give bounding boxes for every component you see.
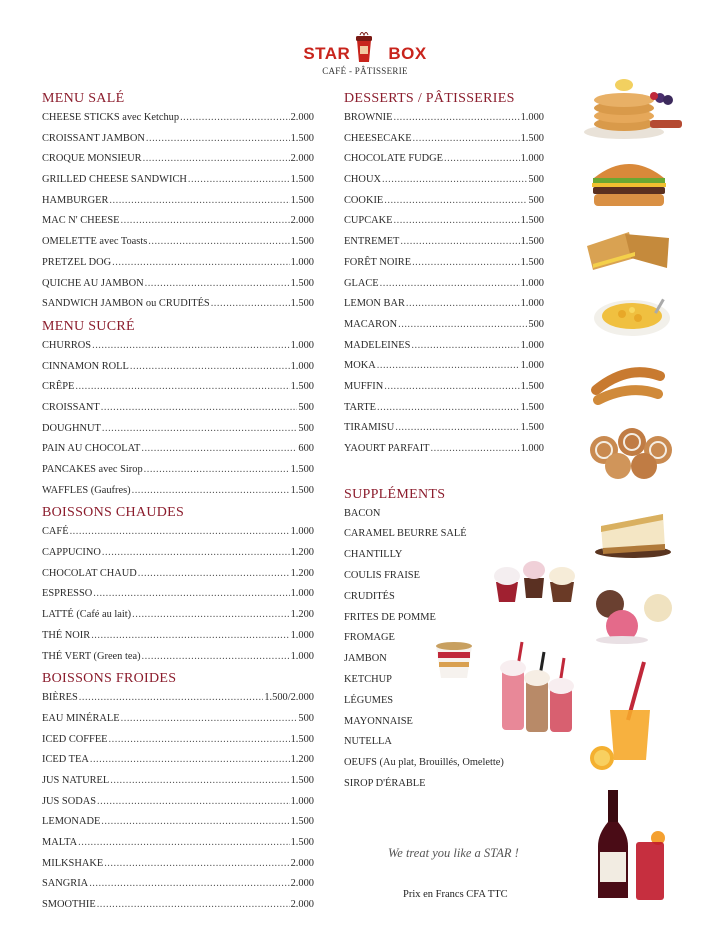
item-price: 1.000: [290, 256, 314, 268]
menu-item-row: [42, 336, 314, 357]
section-title-menu-sucre: MENU SUCRÉ: [42, 318, 135, 334]
menu-item-row: [344, 108, 544, 129]
item-name: PAIN AU CHOCOLAT: [42, 443, 141, 455]
item-name: EAU MINÉRALE: [42, 712, 120, 724]
item-name: CRÊPE: [42, 381, 75, 393]
cupcakes-photo: [492, 554, 578, 604]
item-name: YAOURT PARFAIT: [344, 443, 430, 454]
parfait-photo: [433, 638, 475, 680]
supplement-item: BACON: [344, 507, 381, 519]
sangria-glass-photo: [632, 830, 672, 902]
dot-leader: [394, 211, 520, 232]
cinnamon-rolls-photo: [586, 426, 676, 482]
menu-item-row: [344, 439, 544, 460]
menu-item-row: [42, 522, 314, 543]
item-name: ENTREMET: [344, 236, 400, 248]
menu-item-row: [42, 564, 314, 585]
dot-leader: [141, 439, 297, 460]
supplement-item: JAMBON: [344, 653, 387, 665]
menu-item-row: [344, 356, 544, 377]
item-price: 1.500: [520, 380, 544, 392]
supplement-item: OEUFS (Au plat, Brouillés, Omelette): [344, 757, 504, 769]
menu-item-row: [42, 626, 314, 647]
item-name: BROWNIE: [344, 112, 393, 123]
dot-leader: [411, 336, 519, 357]
dot-leader: [148, 232, 289, 253]
menu-item-row: [42, 294, 314, 315]
item-name: MACARON: [344, 318, 398, 330]
item-price: 500: [528, 174, 544, 186]
dot-leader: [78, 833, 289, 854]
dot-leader: [102, 543, 290, 564]
churros-photo: [590, 360, 666, 406]
item-name: CHURROS: [42, 339, 92, 351]
dot-leader: [97, 792, 290, 813]
dot-leader: [104, 854, 289, 875]
dot-leader: [101, 398, 298, 419]
dot-leader: [146, 129, 290, 150]
dot-leader: [132, 605, 289, 626]
menu-item-row: [344, 191, 544, 212]
dot-leader: [92, 336, 290, 357]
supplement-item: SIROP D'ÉRABLE: [344, 778, 426, 790]
menu-item-row: [344, 232, 544, 253]
item-price: 500: [298, 422, 314, 434]
menu-item-row: [42, 398, 314, 419]
menu-item-row: [42, 792, 314, 813]
brand-name: STAR BOX: [303, 44, 427, 63]
item-name: MAC N' CHEESE: [42, 215, 120, 227]
dot-leader: [112, 253, 289, 274]
item-name: PRETZEL DOG: [42, 256, 112, 268]
supplement-item: FROMAGE: [344, 632, 395, 644]
section-title-menu-sale: MENU SALÉ: [42, 91, 125, 106]
supplement-item: COULIS FRAISE: [344, 570, 420, 582]
dot-leader: [109, 191, 289, 212]
item-price: 2.000: [290, 857, 314, 869]
dot-leader: [406, 294, 520, 315]
item-name: CUPCAKE: [344, 215, 393, 227]
brand-logo: [300, 30, 430, 80]
item-price: 500: [528, 194, 544, 206]
dot-leader: [101, 812, 289, 833]
dot-leader: [132, 481, 290, 502]
item-price: 2.000: [290, 153, 314, 165]
item-price: 1.500: [290, 837, 314, 848]
dot-leader: [93, 584, 289, 605]
pancakes-photo: [580, 76, 686, 142]
item-price: 1.200: [290, 567, 314, 579]
menu-item-row: [344, 170, 544, 191]
menu-sale-list: [42, 108, 314, 315]
item-price: 1.000: [520, 153, 544, 165]
item-name: TIRAMISU: [344, 422, 395, 434]
dot-leader: [211, 294, 290, 315]
menu-item-row: [42, 812, 314, 833]
dot-leader: [180, 108, 290, 129]
menu-item-row: [344, 418, 544, 439]
item-name: SANDWICH JAMBON ou CRUDITÉS: [42, 298, 210, 310]
brand-subtitle: CAFÉ - PÂTISSERIE: [322, 66, 408, 76]
menu-item-row: [42, 108, 314, 129]
menu-item-row: [344, 274, 544, 295]
item-name: MUFFIN: [344, 380, 384, 392]
item-name: HAMBURGER: [42, 194, 109, 206]
item-name: GLACE: [344, 277, 379, 289]
item-name: MOKA: [344, 360, 376, 372]
item-name: CHEESE STICKS avec Ketchup: [42, 112, 180, 123]
item-name: ESPRESSO: [42, 588, 93, 600]
dot-leader: [413, 129, 520, 150]
dot-leader: [145, 274, 290, 295]
menu-item-row: [344, 294, 544, 315]
item-price: 1.500: [290, 484, 314, 496]
dot-leader: [382, 170, 527, 191]
item-name: PANCAKES avec Sirop: [42, 464, 143, 475]
supplement-item: MAYONNAISE: [344, 715, 413, 727]
milkshakes-photo: [498, 638, 576, 734]
dot-leader: [400, 232, 519, 253]
item-price: 2.000: [290, 878, 314, 890]
dot-leader: [91, 626, 289, 647]
item-price: 1.500: [290, 236, 314, 248]
item-price: 1.000: [290, 650, 314, 662]
item-price: 1.500: [290, 194, 314, 206]
wine-bottle-photo: [596, 788, 630, 902]
menu-item-row: [42, 439, 314, 460]
item-price: 1.500: [520, 132, 544, 144]
dot-leader: [143, 149, 290, 170]
item-price: 1.500: [290, 277, 314, 289]
mac-cheese-photo: [592, 294, 676, 338]
item-name: ICED COFFEE: [42, 733, 108, 745]
dot-leader: [110, 771, 289, 792]
item-price: 1.200: [290, 547, 314, 559]
dot-leader: [188, 170, 290, 191]
item-name: CINNAMON ROLL: [42, 360, 129, 372]
item-name: CAPPUCINO: [42, 547, 101, 559]
item-price: 1.500: [290, 174, 314, 186]
item-price: 1.000: [520, 339, 544, 351]
menu-item-row: [42, 211, 314, 232]
item-price: 1.500: [520, 422, 544, 434]
item-price: 1.000: [290, 339, 314, 351]
orange-juice-photo: [588, 660, 658, 772]
item-price: 1.500: [520, 256, 544, 268]
dot-leader: [102, 419, 298, 440]
item-price: 500: [298, 712, 314, 724]
menu-item-row: [344, 377, 544, 398]
dot-leader: [138, 564, 290, 585]
item-price: 1.200: [290, 754, 314, 766]
item-name: CROISSANT: [42, 401, 100, 413]
cheesecake-photo: [593, 504, 673, 562]
section-title-boissons-chaudes: BOISSONS CHAUDES: [42, 505, 185, 521]
menu-item-row: [344, 129, 544, 150]
item-name: CHEESECAKE: [344, 132, 412, 144]
menu-item-row: [42, 232, 314, 253]
item-name: JUS NATUREL: [42, 774, 110, 786]
item-price: 1.000: [520, 443, 544, 454]
item-name: COOKIE: [344, 194, 384, 206]
item-name: LEMON BAR: [344, 298, 405, 310]
item-price: 1.500: [290, 774, 314, 786]
item-price: 1.000: [520, 112, 544, 123]
menu-item-row: [42, 584, 314, 605]
dot-leader: [398, 315, 527, 336]
ice-cream-photo: [590, 586, 680, 644]
menu-item-row: [42, 730, 314, 751]
item-name: SANGRIA: [42, 878, 89, 890]
dot-leader: [130, 357, 290, 378]
item-name: BIÈRES: [42, 692, 78, 704]
boissons-froides-list: [42, 688, 314, 916]
menu-item-row: [344, 253, 544, 274]
supplement-item: NUTELLA: [344, 736, 392, 748]
item-name: CHOUX: [344, 174, 381, 186]
item-price: 600: [298, 443, 314, 455]
desserts-list: [344, 108, 544, 460]
item-price: 1.500: [520, 401, 544, 413]
menu-item-row: [42, 833, 314, 854]
item-price: 1.500: [290, 381, 314, 393]
section-title-supplements: SUPPLÉMENTS: [344, 486, 446, 502]
menu-item-row: [42, 543, 314, 564]
menu-item-row: [42, 170, 314, 191]
item-name: QUICHE AU JAMBON: [42, 277, 144, 289]
menu-item-row: [42, 377, 314, 398]
section-title-desserts: DESSERTS / PÂTISSERIES: [344, 91, 515, 106]
item-price: 2.000: [290, 112, 314, 123]
item-name: MADELEINES: [344, 339, 411, 351]
item-name: TARTE: [344, 401, 377, 413]
menu-item-row: [344, 315, 544, 336]
dot-leader: [431, 439, 520, 460]
item-price: 1.500: [290, 132, 314, 144]
item-price: 1.500: [520, 236, 544, 248]
dot-leader: [121, 211, 290, 232]
item-name: THÉ VERT (Green tea): [42, 650, 141, 662]
menu-item-row: [42, 895, 314, 916]
dot-leader: [384, 377, 519, 398]
menu-item-row: [42, 709, 314, 730]
dot-leader: [89, 874, 289, 895]
menu-item-row: [42, 647, 314, 668]
item-name: LEMONADE: [42, 816, 101, 828]
item-name: OMELETTE avec Toasts: [42, 236, 148, 248]
item-price: 1.000: [290, 526, 314, 538]
item-name: CROQUE MONSIEUR: [42, 153, 142, 165]
item-name: ICED TEA: [42, 754, 89, 766]
item-price: 2.000: [290, 215, 314, 227]
item-price: 1.500/2.000: [264, 692, 314, 704]
supplement-item: CHANTILLY: [344, 549, 403, 561]
grilled-sandwich-photo: [585, 228, 673, 274]
boissons-chaudes-list: [42, 522, 314, 667]
menu-item-row: [42, 854, 314, 875]
menu-item-row: [42, 419, 314, 440]
supplement-item: LÉGUMES: [344, 694, 394, 706]
menu-sucre-list: [42, 336, 314, 502]
section-title-boissons-froides: BOISSONS FROIDES: [42, 671, 177, 687]
dot-leader: [109, 730, 290, 751]
supplement-item: CARAMEL BEURRE SALÉ: [344, 528, 467, 540]
item-price: 1.500: [290, 733, 314, 745]
dot-leader: [97, 895, 290, 916]
menu-item-row: [42, 357, 314, 378]
item-price: 1.000: [520, 277, 544, 289]
prices-note: Prix en Francs CFA TTC: [403, 889, 508, 900]
item-name: MALTA: [42, 837, 78, 848]
dot-leader: [380, 274, 520, 295]
item-price: 1.200: [290, 609, 314, 621]
dot-leader: [444, 149, 520, 170]
item-price: 2.000: [290, 899, 314, 911]
item-name: LATTÉ (Café au lait): [42, 609, 132, 621]
item-name: JUS SODAS: [42, 795, 96, 807]
menu-item-row: [42, 481, 314, 502]
dot-leader: [121, 709, 298, 730]
menu-item-row: [42, 191, 314, 212]
item-name: GRILLED CHEESE SANDWICH: [42, 174, 187, 186]
menu-item-row: [42, 688, 314, 709]
supplement-item: CRUDITÉS: [344, 590, 395, 602]
item-price: 1.000: [520, 360, 544, 372]
dot-leader: [144, 460, 290, 481]
dot-leader: [79, 688, 264, 709]
item-price: 1.500: [290, 816, 314, 828]
menu-item-row: [42, 750, 314, 771]
item-price: 1.000: [290, 360, 314, 372]
item-price: 1.000: [290, 588, 314, 600]
item-price: 1.500: [290, 464, 314, 475]
menu-item-row: [42, 129, 314, 150]
menu-item-row: [344, 211, 544, 232]
item-name: FORÊT NOIRE: [344, 256, 412, 268]
item-price: 500: [528, 318, 544, 330]
item-price: 1.000: [520, 298, 544, 310]
item-price: 1.000: [290, 629, 314, 641]
menu-item-row: [42, 253, 314, 274]
supplement-item: KETCHUP: [344, 674, 392, 686]
menu-item-row: [344, 336, 544, 357]
slogan: We treat you like a STAR !: [388, 846, 519, 860]
menu-item-row: [42, 771, 314, 792]
dot-leader: [412, 253, 520, 274]
dot-leader: [393, 108, 519, 129]
hamburger-photo: [588, 156, 670, 208]
item-price: 1.500: [290, 298, 314, 310]
item-name: WAFFLES (Gaufres): [42, 484, 131, 496]
dot-leader: [142, 647, 290, 668]
menu-item-row: [42, 874, 314, 895]
item-name: SMOOTHIE: [42, 899, 96, 911]
item-name: CHOCOLATE FUDGE: [344, 153, 443, 165]
item-price: 1.500: [520, 215, 544, 227]
item-price: 1.000: [290, 795, 314, 807]
menu-item-row: [42, 605, 314, 626]
dot-leader: [384, 191, 527, 212]
item-name: MILKSHAKE: [42, 857, 104, 869]
dot-leader: [395, 418, 519, 439]
menu-item-row: [344, 398, 544, 419]
item-name: DOUGHNUT: [42, 422, 101, 434]
dot-leader: [70, 522, 290, 543]
dot-leader: [90, 750, 290, 771]
item-price: 500: [298, 401, 314, 413]
menu-item-row: [42, 149, 314, 170]
item-name: CAFÉ: [42, 526, 69, 538]
menu-item-row: [42, 460, 314, 481]
dot-leader: [377, 356, 520, 377]
menu-item-row: [344, 149, 544, 170]
item-name: CROISSANT JAMBON: [42, 132, 145, 144]
item-name: THÉ NOIR: [42, 629, 91, 641]
dot-leader: [75, 377, 289, 398]
left-column: [42, 90, 314, 916]
supplement-item: FRITES DE POMME: [344, 611, 436, 623]
dot-leader: [377, 398, 520, 419]
item-name: CHOCOLAT CHAUD: [42, 567, 137, 579]
menu-item-row: [42, 274, 314, 295]
